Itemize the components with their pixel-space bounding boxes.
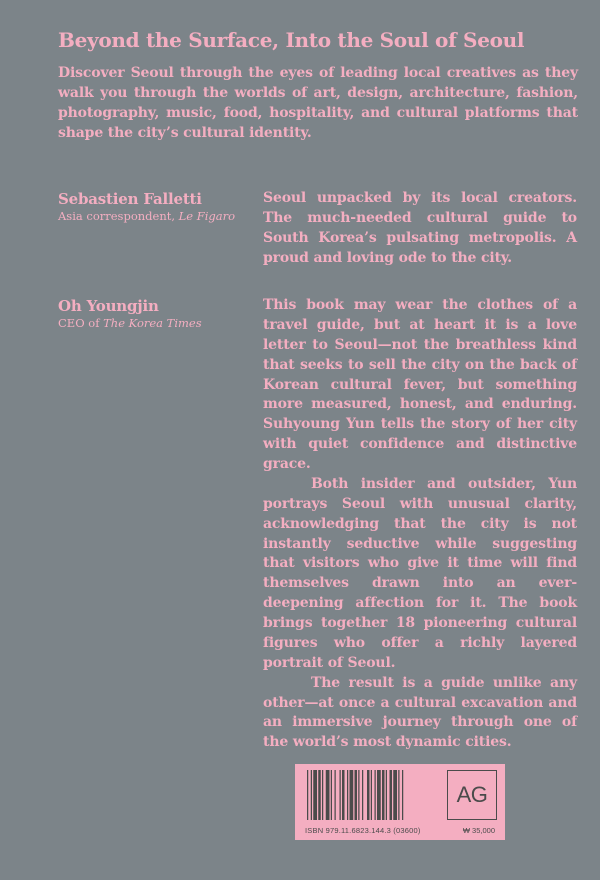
- endorser-role: [58, 209, 248, 225]
- barcode-bar: [318, 770, 321, 820]
- barcode-bar: [393, 770, 397, 820]
- barcode-bar: [377, 770, 381, 820]
- isbn-number: ISBN 979.11.6823.144.3 (03600): [305, 826, 421, 835]
- barcode-bar: [371, 770, 372, 820]
- barcode-bar: [340, 770, 341, 820]
- publisher-logo: AG: [447, 770, 497, 820]
- barcode-bar: [335, 770, 336, 820]
- endorser-name: Sebastien Falletti: [58, 190, 202, 208]
- barcode-bar: [322, 770, 323, 820]
- barcode-bar: [358, 770, 359, 820]
- quote-paragraph: Both insider and outsider, Yun portrays Seoul with unusual clarity, acknowledging that the city is not instantly seductive while suggesting that visitors who give it time will find themselves drawn into an ever-deepening affection for it. The book brings together 18 pioneering cultural figures who offer a richly layered portrait of Seoul.: [263, 475, 577, 671]
- barcode-bar: [375, 770, 376, 820]
- endorser-publication: Le Figaro: [178, 209, 236, 223]
- endorsement-quote: [263, 189, 577, 269]
- barcode-bar: [307, 770, 308, 820]
- barcode-bar: [342, 770, 345, 820]
- barcode-bar: [350, 770, 354, 820]
- barcode-bar: [362, 770, 363, 820]
- barcode-bar: [390, 770, 393, 820]
- barcode-bar: [326, 770, 330, 820]
- barcode-graphic: [305, 770, 445, 820]
- endorser-block: [58, 190, 248, 225]
- barcode-bar: [355, 770, 358, 820]
- barcode-bar: [402, 770, 403, 820]
- price-label: ₩ 35,000: [462, 826, 495, 835]
- endorsement-quote: [263, 296, 577, 753]
- endorser-role: [58, 316, 248, 332]
- endorser-role-title: Asia correspondent,: [58, 209, 179, 223]
- endorser-publication: The Korea Times: [103, 316, 202, 330]
- endorser-name: Oh Youngjin: [58, 297, 159, 315]
- barcode-bar: [382, 770, 385, 820]
- quote-paragraph: The result is a guide unlike any other—at once a cultural excavation and an immersive journey through one of the world’s most dynamic cities.: [263, 674, 577, 751]
- barcode-bar: [331, 770, 332, 820]
- quote-paragraph: Seoul unpacked by its local creators. The much-needed cultural guide to South Korea’s pulsating metropolis. A proud and loving ode to the city.: [263, 190, 577, 266]
- barcode-bar: [311, 770, 312, 820]
- barcode-bar: [386, 770, 387, 820]
- barcode-bar: [313, 770, 317, 820]
- quote-paragraph: This book may wear the clothes of a travel guide, but at heart it is a love letter to Seoul—not the breathless kind that seeks to sell the city on the back of Korean cultural fever, but something more measured, honest, and enduring. Suhyoung Yun tells the story of her city with quiet confidence and distinctive grace.: [263, 297, 577, 472]
- book-title: Beyond the Surface, Into the Soul of Seoul: [58, 28, 525, 52]
- barcode-bar: [347, 770, 348, 820]
- endorser-block: [58, 297, 248, 332]
- barcode-bar: [367, 770, 370, 820]
- barcode-bar: [398, 770, 399, 820]
- intro-paragraph: Discover Seoul through the eyes of leading local creatives as they walk you through the worlds of art, design, architecture, fashion, photography, music, food, hospitality, and cultural platforms that shape the city’s cultural identity.: [58, 65, 578, 141]
- barcode-panel: [295, 764, 505, 840]
- endorser-role-title: CEO of: [58, 316, 104, 330]
